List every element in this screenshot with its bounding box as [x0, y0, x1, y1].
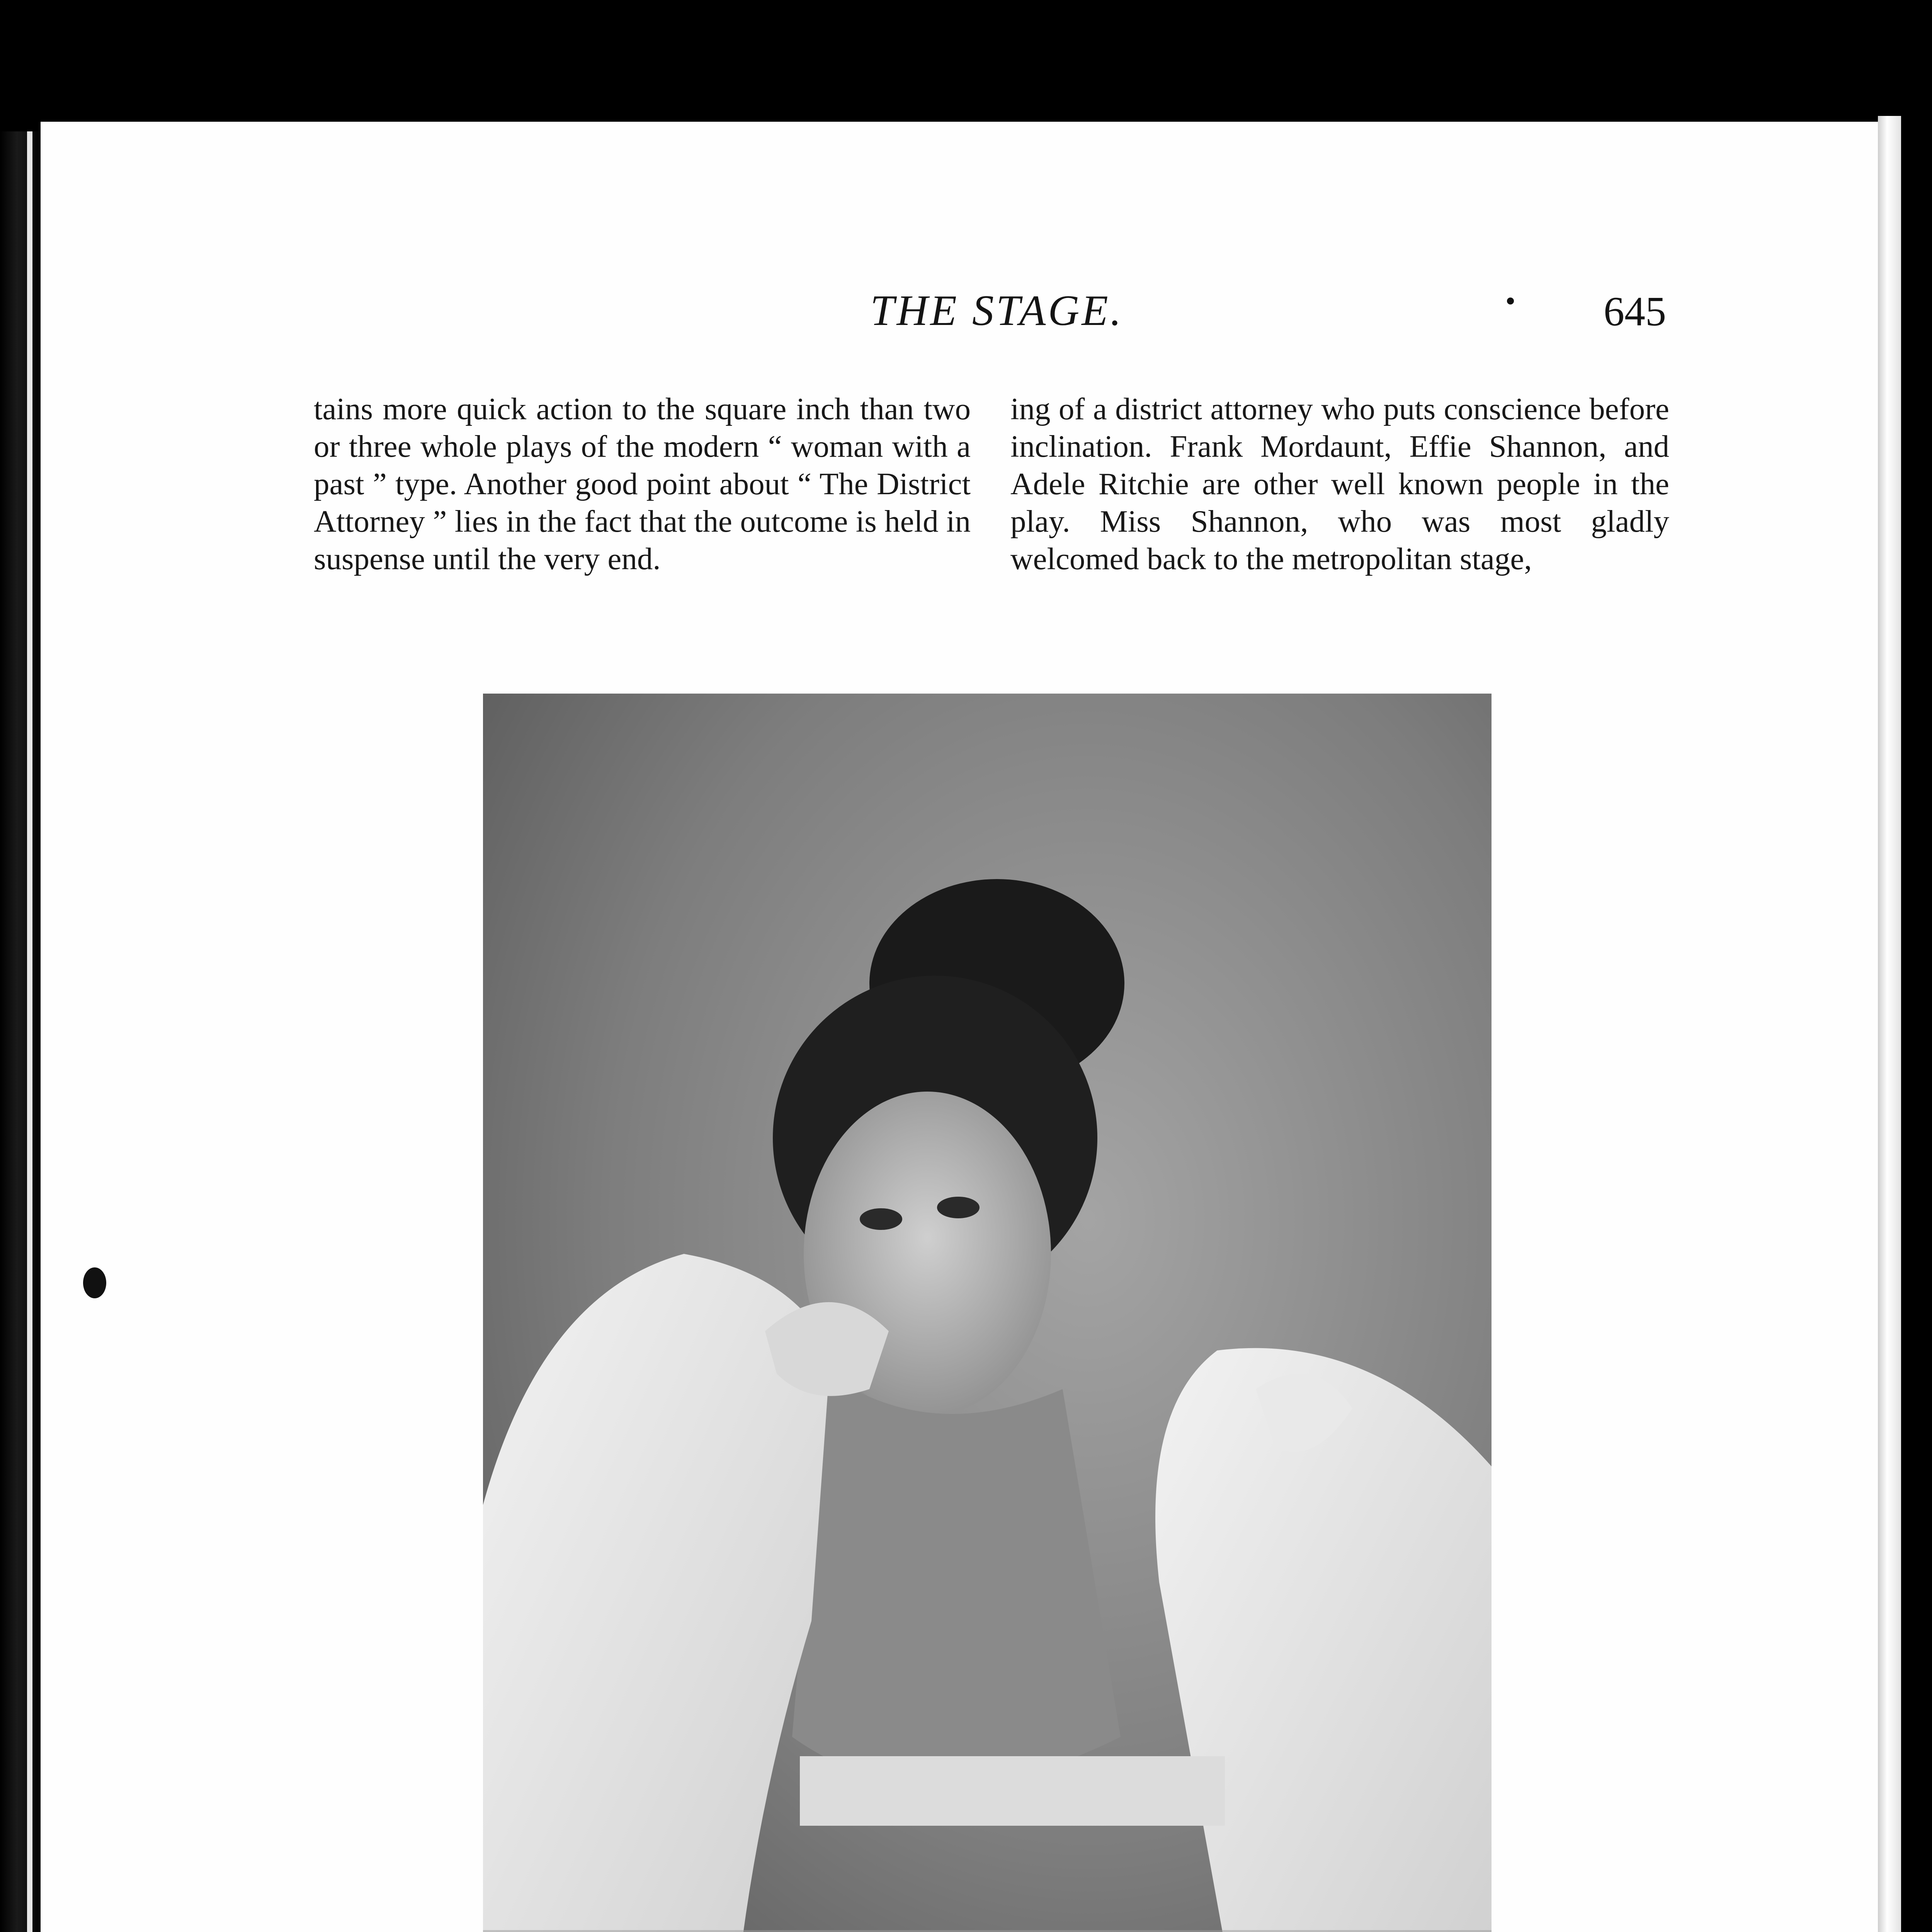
- portrait-photograph: [483, 694, 1492, 1932]
- paragraph: tains more quick action to the square inch than two or three whole plays of the modern “ woman with a past ” type. Another good point about “ The District Attorney ” lies in the fact that the outcome is held in suspense until the very end.: [314, 391, 971, 576]
- column-top-left: [314, 390, 971, 578]
- page-edge-shadow: [1878, 116, 1901, 1932]
- margin-speck: [83, 1267, 106, 1298]
- portrait-image: [483, 694, 1492, 1932]
- binding-edge-line: [27, 131, 32, 1932]
- running-head-title: THE STAGE.: [870, 287, 1124, 335]
- column-top-right: [1010, 390, 1669, 578]
- book-binding: [0, 131, 43, 1932]
- page-number: 645: [1604, 289, 1666, 335]
- paragraph: ing of a district attorney who puts conscience before inclination. Frank Mordaunt, Effie Shannon, and Adele Ritchie are other well known people in the play. Miss Shannon, who was most gladly welcomed back to the metropolitan stage,: [1010, 391, 1669, 576]
- margin-speck: [1507, 298, 1514, 304]
